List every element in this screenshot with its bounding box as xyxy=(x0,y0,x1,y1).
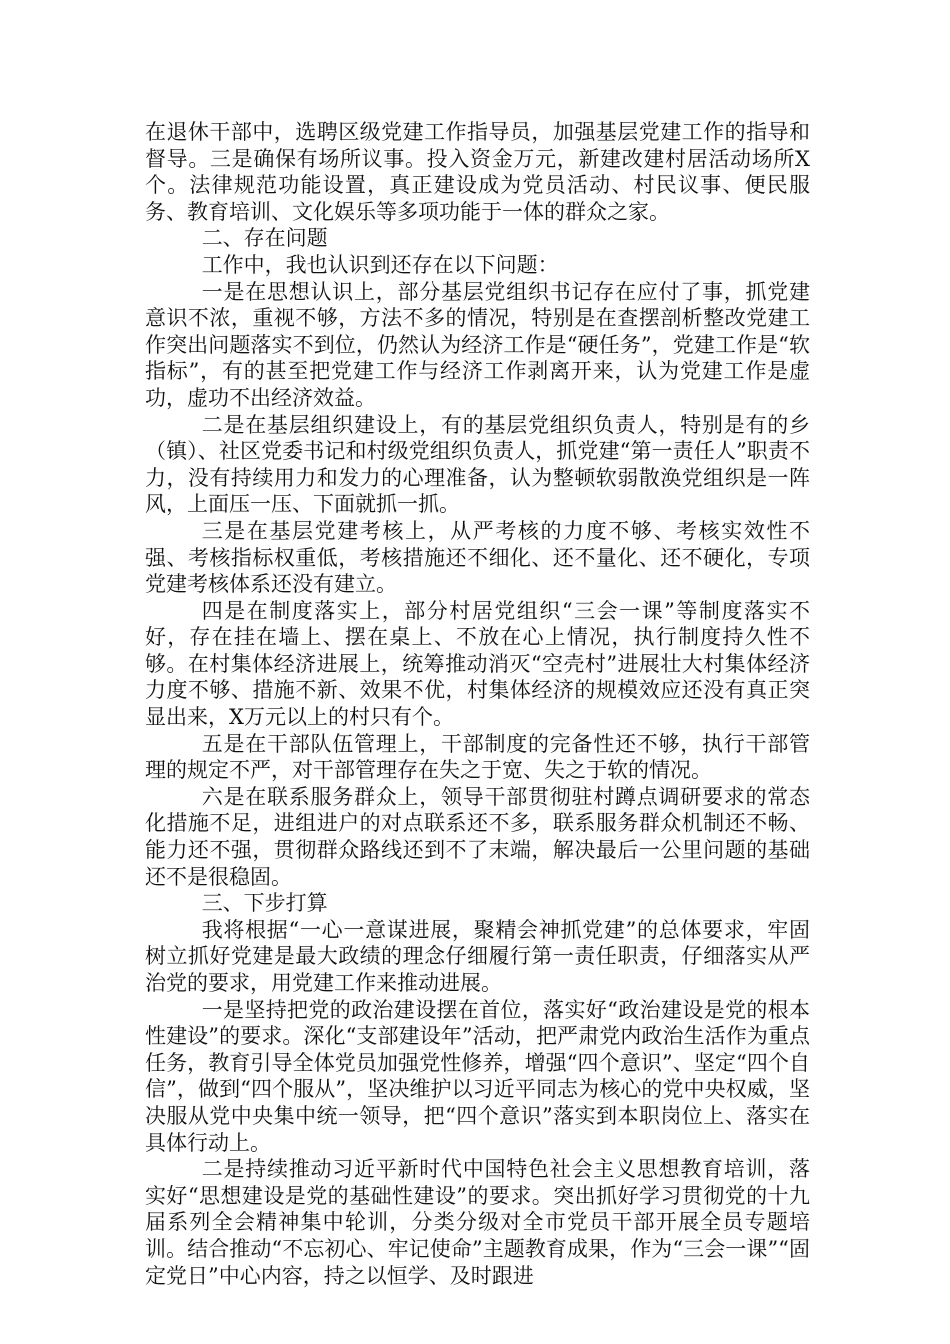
paragraph-problem-1: 一是在思想认识上，部分基层党组织书记存在应付了事，抓党建意识不浓，重视不够，方法不多的情况，特别是在查摆剖析整改党建工作突出问题落实不到位，仍然认为经济工作是“硬任务”，党建工作是“软指标”，有的甚至把党建工作与经济工作剥离开来，认为党建工作是虚功，虚功不出经济效益。 xyxy=(145,279,810,410)
paragraph-problem-2: 二是在基层组织建设上，有的基层党组织负责人，特别是有的乡（镇）、社区党委书记和村级党组织负责人，抓党建“第一责任人”职责不力，没有持续用力和发力的心理准备，认为整顿软弱散涣党组织是一阵风，上面压一压、下面就抓一抓。 xyxy=(145,412,810,517)
paragraph-plan-1: 一是坚持把党的政治建设摆在首位，落实好“政治建设是党的根本性建设”的要求。深化“支部建设年”活动，把严肃党内政治生活作为重点任务，教育引导全体党员加强党性修养，增强“四个意识”、坚定“四个自信”，做到“四个服从”，坚决维护以习近平同志为核心的党中央权威，坚决服从党中央集中统一领导，把“四个意识”落实到本职岗位上、落实在具体行动上。 xyxy=(145,997,810,1155)
paragraph-problem-3: 三是在基层党建考核上，从严考核的力度不够、考核实效性不强、考核指标权重低，考核措施还不细化、还不量化、还不硬化，专项党建考核体系还没有建立。 xyxy=(145,518,810,597)
paragraph-retired-cadres: 在退休干部中，选聘区级党建工作指导员，加强基层党建工作的指导和督导。三是确保有场所议事。投入资金万元，新建改建村居活动场所X个。法律规范功能设置，真正建设成为党员活动、村民议事、便民服务、教育培训、文化娱乐等多项功能于一体的群众之家。 xyxy=(145,120,810,224)
paragraph-problem-6: 六是在联系服务群众上，领导干部贯彻驻村蹲点调研要求的常态化措施不足，进组进户的对点联系还不多，联系服务群众机制还不畅、能力还不强，贯彻群众路线还到不了末端，解决最后一公里问题的基础还不是很稳固。 xyxy=(145,784,810,889)
paragraph-next-steps-intro: 我将根据“一心一意谋进展，聚精会神抓党建”的总体要求，牢固树立抓好党建是最大政绩的理念仔细履行第一责任职责，仔细落实从严治党的要求，用党建工作来推动进展。 xyxy=(145,917,810,995)
paragraph-problems-intro: 工作中，我也认识到还存在以下问题： xyxy=(201,252,559,277)
paragraph-problem-5: 五是在干部队伍管理上，干部制度的完备性还不够，执行干部管理的规定不严，对干部管理存在失之于宽、失之于软的情况。 xyxy=(145,731,810,783)
heading-next-steps: 三、下步打算 xyxy=(201,891,328,916)
heading-existing-problems: 二、存在问题 xyxy=(201,226,328,251)
paragraph-problem-4: 四是在制度落实上，部分村居党组织“三会一课”等制度落实不好，存在挂在墙上、摆在桌上、不放在心上情况，执行制度持久性不够。在村集体经济进展上，统筹推动消灭“空壳村”进展壮大村集体经济力度不够、措施不新、效果不优，村集体经济的规模效应还没有真正突显出来，X万元以上的村只有个。 xyxy=(145,598,810,730)
document-body xyxy=(145,119,810,1289)
paragraph-plan-2: 二是持续推动习近平新时代中国特色社会主义思想教育培训，落实好“思想建设是党的基础性建设”的要求。突出抓好学习贯彻党的十九届系列全会精神集中轮训，分类分级对全市党员干部开展全员专题培训。结合推动“不忘初心、牢记使命”主题教育成果，作为“三会一课”“固定党日”中心内容，持之以恒学、及时跟进 xyxy=(145,1157,810,1288)
